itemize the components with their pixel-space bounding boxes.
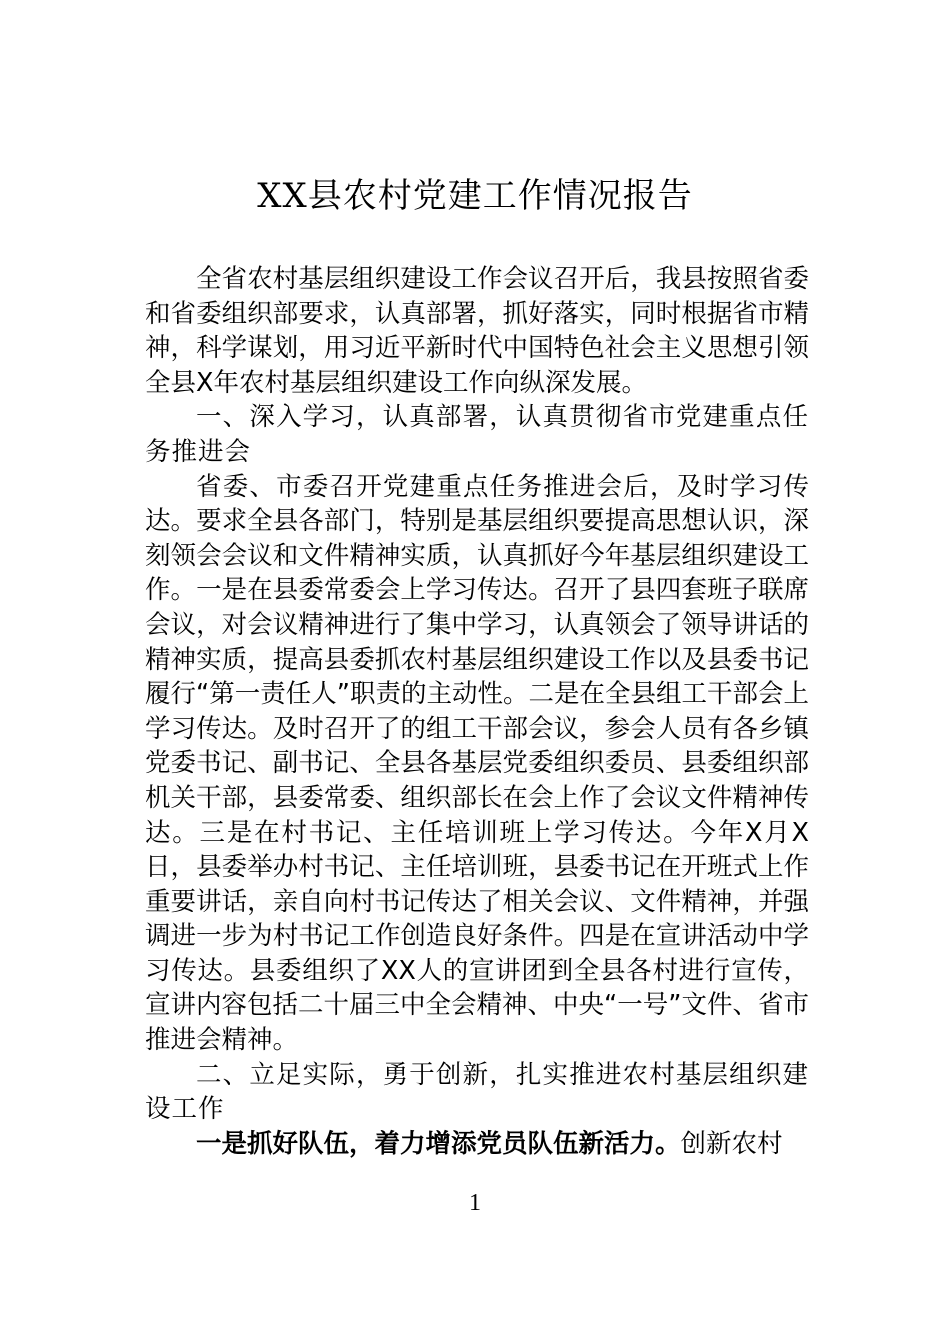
page-number: 1 bbox=[469, 1190, 481, 1216]
document-title: XX县农村党建工作情况报告 bbox=[257, 176, 693, 216]
section-heading-2: 二、立足实际，勇于创新，扎实推进农村基层组织建设工作 bbox=[145, 1059, 809, 1125]
section-1-paragraph: 省委、市委召开党建重点任务推进会后，及时学习传达。要求全县各部门，特别是基层组织要提高思想认识，深刻领会会议和文件精神实质，认真抓好今年基层组织建设工作。一是在县委常委会上学习传达。召开了县四套班子联席会议，对会议精神进行了集中学习，认真领会了领导讲话的精神实质，提高县委抓农村基层组织建设工作以及县委书记履行“第一责任人”职责的主动性。二是在全县组工干部会上学习传达。及时召开了的组工干部会议，参会人员有各乡镇党委书记、副书记、全县各基层党委组织委员、县委组织部机关干部，县委常委、组织部长在会上作了会议文件精神传达。三是在村书记、主任培训班上学习传达。今年X月X日，县委举办村书记、主任培训班，县委书记在开班式上作重要讲话，亲自向村书记传达了相关会议、文件精神，并强调进一步为村书记工作创造良好条件。四是在宣讲活动中学习传达。县委组织了XX人的宣讲团到全县各村进行宣传，宣讲内容包括二十届三中全会精神、中央“一号”文件、省市推进会精神。 bbox=[145, 471, 809, 1056]
intro-paragraph: 全省农村基层组织建设工作会议召开后，我县按照省委和省委组织部要求，认真部署，抓好落实，同时根据省市精神，科学谋划，用习近平新时代中国特色社会主义思想引领全县X年农村基层组织建设工作向纵深发展。 bbox=[145, 264, 809, 398]
section-heading-1: 一、深入学习，认真部署，认真贯彻省市党建重点任务推进会 bbox=[145, 402, 809, 467]
section-2-text: 创新农村 bbox=[680, 1128, 783, 1159]
section-2-bold-lead: 一是抓好队伍，着力增添党员队伍新活力。 bbox=[196, 1128, 681, 1159]
section-2-paragraph bbox=[145, 1127, 809, 1162]
document-body bbox=[145, 262, 809, 1161]
